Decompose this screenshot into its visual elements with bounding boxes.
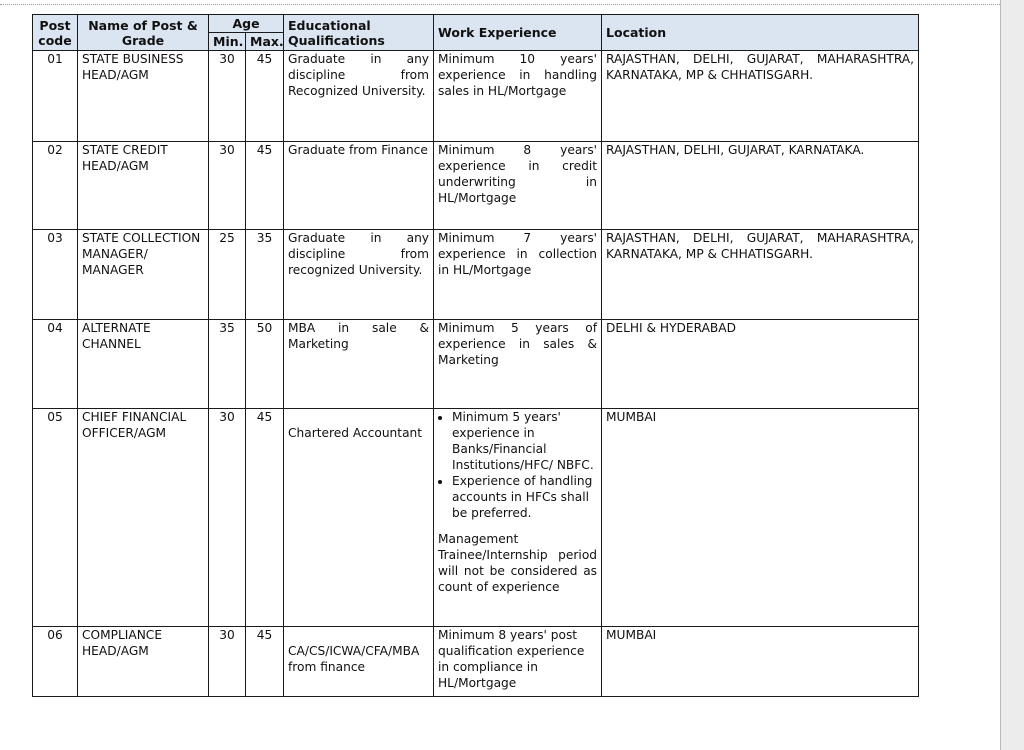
header-education: Educational Qualifications: [284, 15, 434, 51]
post-code-cell: 05: [33, 409, 78, 627]
table-row: [33, 409, 919, 627]
age-max-cell: 45: [246, 142, 284, 230]
post-code-cell: 04: [33, 320, 78, 409]
page-top-rule: [0, 0, 1000, 5]
age-max-cell: 50: [246, 320, 284, 409]
post-name-cell: STATE COLLECTION MANAGER/ MANAGER: [78, 230, 209, 320]
location-cell: RAJASTHAN, DELHI, GUJARAT, MAHARASHTRA, KARNATAKA, MP & CHHATISGARH.: [602, 51, 919, 142]
education-cell: Graduate in any discipline from Recognized University.: [284, 51, 434, 142]
experience-cell: Minimum 7 years' experience in collection in HL/Mortgage: [434, 230, 602, 320]
age-max-cell: 45: [246, 51, 284, 142]
location-cell: RAJASTHAN, DELHI, GUJARAT, MAHARASHTRA, KARNATAKA, MP & CHHATISGARH.: [602, 230, 919, 320]
experience-cell: [434, 409, 602, 627]
age-min-cell: 25: [209, 230, 246, 320]
post-code-cell: 03: [33, 230, 78, 320]
vacancy-table: [32, 14, 919, 697]
experience-cell: Minimum 10 years' experience in handling sales in HL/Mortgage: [434, 51, 602, 142]
experience-cell: Minimum 8 years' experience in credit underwriting in HL/Mortgage: [434, 142, 602, 230]
education-cell: Chartered Accountant: [284, 409, 434, 627]
age-max-cell: 45: [246, 409, 284, 627]
header-age-min: Min.: [209, 33, 246, 51]
post-name-cell: CHIEF FINANCIAL OFFICER/AGM: [78, 409, 209, 627]
education-cell: MBA in sale & Marketing: [284, 320, 434, 409]
experience-note: Management Trainee/Internship period will not be considered as count of experience: [438, 532, 598, 594]
experience-bullet-list: [438, 409, 597, 521]
post-name-cell: STATE CREDIT HEAD/AGM: [78, 142, 209, 230]
post-code-cell: 01: [33, 51, 78, 142]
location-cell: DELHI & HYDERABAD: [602, 320, 919, 409]
location-cell: RAJASTHAN, DELHI, GUJARAT, KARNATAKA.: [602, 142, 919, 230]
experience-bullet: • Experience of handling accounts in HFCs shall be preferred.: [452, 473, 597, 521]
post-name-cell: ALTERNATE CHANNEL: [78, 320, 209, 409]
header-row-1: [33, 15, 919, 33]
post-code-cell: 02: [33, 142, 78, 230]
header-post-code: Post code: [33, 15, 78, 51]
location-cell: MUMBAI: [602, 409, 919, 627]
age-min-cell: 30: [209, 142, 246, 230]
table-row: [33, 230, 919, 320]
table-row: [33, 320, 919, 409]
age-min-cell: 35: [209, 320, 246, 409]
age-max-cell: 45: [246, 627, 284, 697]
table-row: [33, 627, 919, 697]
experience-bullet: • Minimum 5 years' experience in Banks/Financial Institutions/HFC/ NBFC.: [452, 409, 597, 473]
age-min-cell: 30: [209, 409, 246, 627]
education-cell: Graduate from Finance: [284, 142, 434, 230]
table-row: [33, 51, 919, 142]
header-age: Age: [209, 15, 284, 33]
table-row: [33, 142, 919, 230]
experience-cell: Minimum 5 years of experience in sales & Marketing: [434, 320, 602, 409]
age-min-cell: 30: [209, 51, 246, 142]
post-name-cell: COMPLIANCE HEAD/AGM: [78, 627, 209, 697]
header-location: Location: [602, 15, 919, 51]
education-cell: Graduate in any discipline from recognized University.: [284, 230, 434, 320]
header-experience: Work Experience: [434, 15, 602, 51]
post-name-cell: STATE BUSINESS HEAD/AGM: [78, 51, 209, 142]
experience-cell: Minimum 8 years' post qualification experience in compliance in HL/Mortgage: [434, 627, 602, 697]
location-cell: MUMBAI: [602, 627, 919, 697]
age-min-cell: 30: [209, 627, 246, 697]
education-cell: CA/CS/ICWA/CFA/MBA from finance: [284, 627, 434, 697]
age-max-cell: 35: [246, 230, 284, 320]
header-age-max: Max.: [246, 33, 284, 51]
post-code-cell: 06: [33, 627, 78, 697]
viewer-right-margin: [1001, 0, 1024, 750]
header-name-of-post: Name of Post & Grade: [78, 15, 209, 51]
